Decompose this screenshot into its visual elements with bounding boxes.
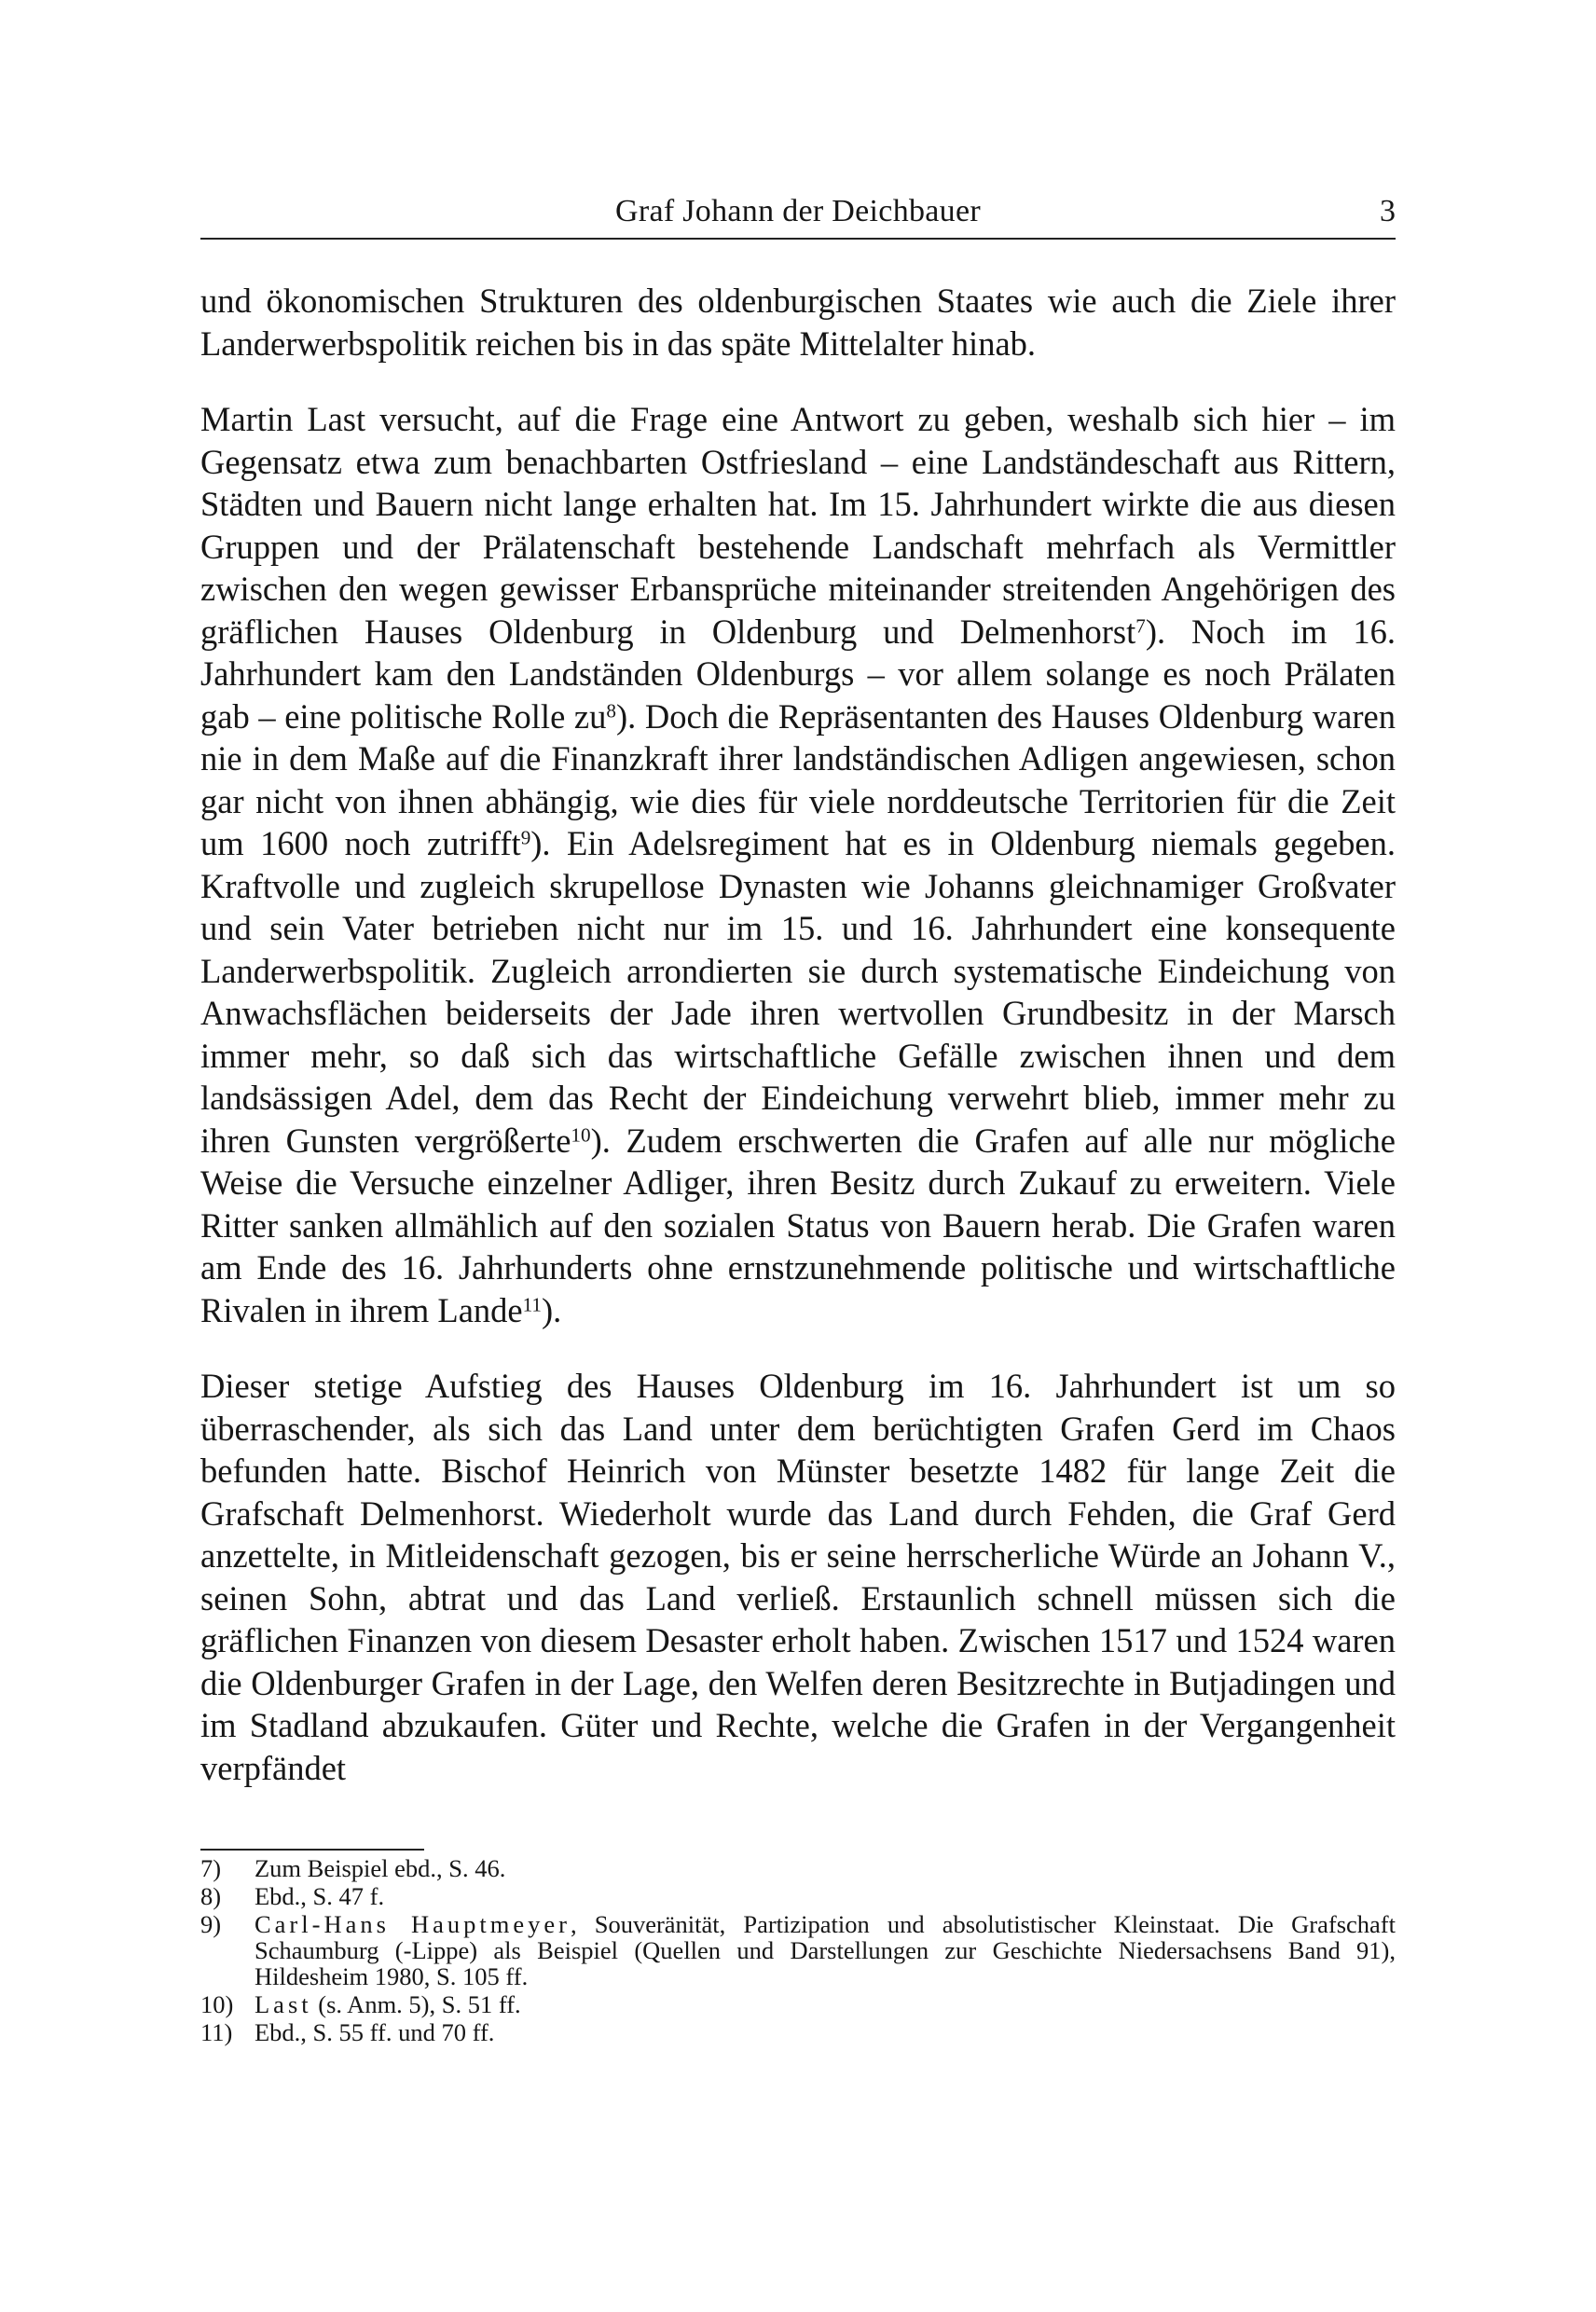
footnote-ref-9: 9 [520, 826, 531, 849]
footnote-text: Zum Beispiel ebd., S. 46. [255, 1854, 506, 1882]
header-rule [200, 238, 1396, 240]
paragraph-2-part-b: ). Noch im 16. Jahrhundert kam den Landständen Oldenburgs – vor allem solange es noch Prälaten gab – eine politische Rolle zu [200, 612, 1396, 736]
footnote-9 [200, 1911, 1396, 1989]
footnote-ref-7: 7 [1135, 613, 1146, 637]
footnote-11 [200, 2019, 1396, 2045]
footnote-mark: 10) [200, 1990, 234, 2018]
footnote-mark: 9) [200, 1910, 222, 1938]
footnote-body [255, 1991, 1396, 2017]
footnote-10 [200, 1991, 1396, 2017]
footnote-mark: 11) [200, 2018, 233, 2046]
footnote-author: Last [255, 1990, 312, 2018]
footnote-ref-10: 10 [571, 1122, 591, 1146]
footnote-text: , Souveränität, Partizipation und absolutistischer Kleinstaat. Die Grafschaft Schaumburg (-Lippe) als Beispiel (Quellen und Darstellungen zur Geschichte Niedersachsens Band 91), Hildesheim 1980, S. 105 ff. [255, 1910, 1396, 1990]
footnote-text: Ebd., S. 55 ff. und 70 ff. [255, 2018, 495, 2046]
paragraph-2-part-c: ). Doch die Repräsentanten des Hauses Oldenburg waren nie in dem Maße auf die Finanzkraft ihrer landständischen Adligen angewiesen, schon gar nicht von ihnen abhängig, wie dies für viele norddeutsche Territorien für die Zeit um 1600 noch zutrifft [200, 696, 1396, 862]
footnote-body [255, 1911, 1396, 1989]
footnote-text: (s. Anm. 5), S. 51 ff. [311, 1990, 521, 2018]
body-text [200, 280, 1396, 1823]
paragraph-2-part-f: ). [542, 1290, 562, 1329]
footnote-ref-11: 11 [522, 1292, 543, 1315]
footnote-ref-8: 8 [606, 698, 616, 722]
footnote-mark: 7) [200, 1854, 222, 1882]
paragraph-2-part-e: ). Zudem erschwerten die Grafen auf alle nur mögliche Weise die Versuche einzelner Adliger, ihren Besitz durch Zukauf zu erweitern. Viele Ritter sanken allmählich auf den sozialen Status von Bauern herab. Die Grafen waren am Ende des 16. Jahrhunderts ohne ernstzunehmende politische und wirtschaftliche Rivalen in ihrem Lande [200, 1121, 1396, 1329]
footnote-8 [200, 1883, 1396, 1909]
paragraph-1: und ökonomischen Strukturen des oldenburgischen Staates wie auch die Ziele ihrer Landerwerbspolitik reichen bis in das späte Mittelalter hinab. [200, 282, 1396, 363]
page-number: 3 [1380, 194, 1396, 228]
paragraph-2 [200, 398, 1396, 1331]
footnote-mark: 8) [200, 1882, 222, 1910]
footnote-author: Carl-Hans Hauptmeyer [255, 1910, 571, 1938]
footnote-text: Ebd., S. 47 f. [255, 1882, 385, 1910]
paragraph-2-part-d: ). Ein Adelsregiment hat es in Oldenburg niemals gegeben. Kraftvolle und zugleich skrupellose Dynasten wie Johanns gleichnamiger Großvater und sein Vater betrieben nicht nur im 15. und 16. Jahrhundert eine konsequente Landerwerbspolitik. Zugleich arrondierten sie durch systematische Eindeichung von Anwachsflächen beiderseits der Jade ihren wertvollen Grundbesitz in der Marsch immer mehr, so daß sich das wirtschaftliche Gefälle zwischen ihnen und dem landsässigen Adel, dem das Recht der Eindeichung verwehrt blieb, immer mehr zu ihren Gunsten vergrößerte [200, 824, 1396, 1160]
paragraph-2-part-a: Martin Last versucht, auf die Frage eine Antwort zu geben, weshalb sich hier – im Gegensatz etwa zum benachbarten Ostfriesland – eine Landständeschaft aus Rittern, Städten und Bauern nicht lange erhalten hat. Im 15. Jahrhundert wirkte die aus diesen Gruppen und der Prälatenschaft bestehende Landschaft mehrfach als Vermittler zwischen den wegen gewisser Erbansprüche miteinander streitenden Angehörigen des gräflichen Hauses Oldenburg in Oldenburg und Delmenhorst [200, 400, 1396, 651]
running-title: Graf Johann der Deichbauer [614, 194, 981, 228]
footnote-rule [200, 1849, 424, 1851]
footnotes [200, 1855, 1396, 2047]
paragraph-3: Dieser stetige Aufstieg des Hauses Oldenburg im 16. Jahrhundert ist um so überraschender, als sich das Land unter dem berüchtigten Grafen Gerd im Chaos befunden hatte. Bischof Heinrich von Münster besetzte 1482 für lange Zeit die Grafschaft Delmenhorst. Wiederholt wurde das Land durch Fehden, die Graf Gerd anzettelte, in Mitleidenschaft gezogen, bis er seine herrscherliche Würde an Johann V., seinen Sohn, abtrat und das Land verließ. Erstaunlich schnell müssen sich die gräflichen Finanzen von diesem Desaster erholt haben. Zwischen 1517 und 1524 waren die Oldenburger Grafen in der Lage, den Welfen deren Besitzrechte in Butjadingen und im Stadland abzukaufen. Güter und Rechte, welche die Grafen in der Vergangenheit verpfändet [200, 1367, 1396, 1787]
running-header [200, 191, 1396, 238]
footnote-7 [200, 1855, 1396, 1881]
